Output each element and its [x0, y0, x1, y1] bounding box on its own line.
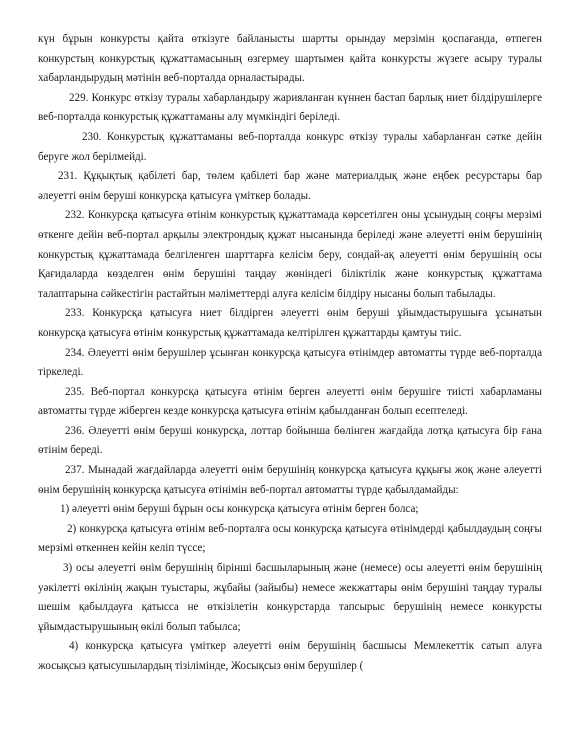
paragraph-230: 230. Конкурстық құжаттаманы веб-порталда конкурс өткізу туралы хабарланған сәтке дейін беруге жол берілмейді.	[38, 130, 542, 163]
paragraph-229: 229. Конкурс өткізу туралы хабарландыру жарияланған күннен бастап барлық ниет білдірушілерге веб-порталда конкурстық құжаттаманы алу мүмкіндігі беріледі.	[38, 91, 542, 124]
paragraph-231: 231. Құқықтық қабілеті бар, төлем қабілеті бар және материалдық және еңбек ресурстары бар әлеуетті өнім беруші конкурсқа қатысуға үміткер болады.	[38, 170, 542, 202]
list-item-2: 2) конкурсқа қатысуға өтінім веб-порталға осы конкурсқа қатысуға өтінімдерді қабылдаудың соңғы мерзімі өткеннен кейін келіп түссе;	[38, 522, 542, 555]
paragraph-232: 232. Конкурсқа қатысуға өтінім конкурстық құжаттамада көрсетілген оны ұсынудың соңғы мерзімі өткенге дейін веб-портал арқылы электрондық құжат нысанында беріледі және әлеуетті өнім берушінің конкурстық құжаттамада белгіленген шарттарға келісім беру, сондай-ақ әлеуетті өнім берушінің осы Қағидаларда көзделген өнім берушіні таңдау жөніндегі біліктілік және конкурстық құжаттама талаптарына сәйкестігін растайтын мәліметтерді алуға келісім білдіру нысаны болып табылады.	[38, 209, 542, 300]
paragraph-233: 233. Конкурсқа қатысуға ниет білдірген әлеуетті өнім беруші ұйымдастырушыға ұсынатын конкурсқа қатысуға өтінім конкурстық құжаттамада келтірілген құжаттарды қамтуы тиіс.	[38, 307, 542, 339]
paragraph-continuation: күн бұрын конкурсты қайта өткізуге байланысты шартты орындау мерзімін қоспағанда, өтпеген конкурстың конкурстық құжаттамасының өзгермеу шартымен қайта конкурсты жүзеге асыру туралы хабарландырудың мәтінін веб-порталда орналастырады.	[38, 33, 542, 85]
list-item-1: 1) әлеуетті өнім беруші бұрын осы конкурсқа қатысуға өтінім берген болса;	[60, 503, 419, 516]
paragraph-236: 236. Әлеуетті өнім беруші конкурсқа, лоттар бойынша бөлінген жағдайда лотқа қатысуға бір ғана өтінім береді.	[38, 424, 542, 457]
paragraph-237: 237. Мынадай жағдайларда әлеуетті өнім берушінің конкурсқа қатысуға құқығы жоқ және әлеуетті өнім берушінің конкурсқа қатысуға өтінімін веб-портал автоматты түрде қабылдамайды:	[38, 464, 542, 496]
list-item-4: 4) конкурсқа қатысуға үміткер әлеуетті өнім берушінің басшысы Мемлекеттік сатып алуға жосықсыз қатысушылардың тізілімінде, Жосықсыз өнім берушілер (	[38, 640, 542, 672]
paragraph-235: 235. Веб-портал конкурсқа қатысуға өтінім берген әлеуетті өнім берушіге тиісті хабарламаны автоматты түрде жіберген кезде конкурсқа қатысуға өтінім қабылданған болып есептеледі.	[38, 385, 542, 418]
list-item-3: 3) осы әлеуетті өнім берушінің бірінші басшыларының және (немесе) осы әлеуетті өнім берушінің уәкілетті өкілінің жақын туыстары, жұбайы (зайыбы) немесе жекжаттары өнім берушіні таңдау туралы шешім қабылдауға қатысса не өткізілетін конкурстарда тапсырыс берушінің немесе конкурсты ұйымдастырушының өкілі болып табылса;	[38, 562, 542, 633]
paragraph-234: 234. Әлеуетті өнім берушілер ұсынған конкурсқа қатысуға өтінімдер автоматты түрде веб-порталда тіркеледі.	[38, 346, 542, 379]
